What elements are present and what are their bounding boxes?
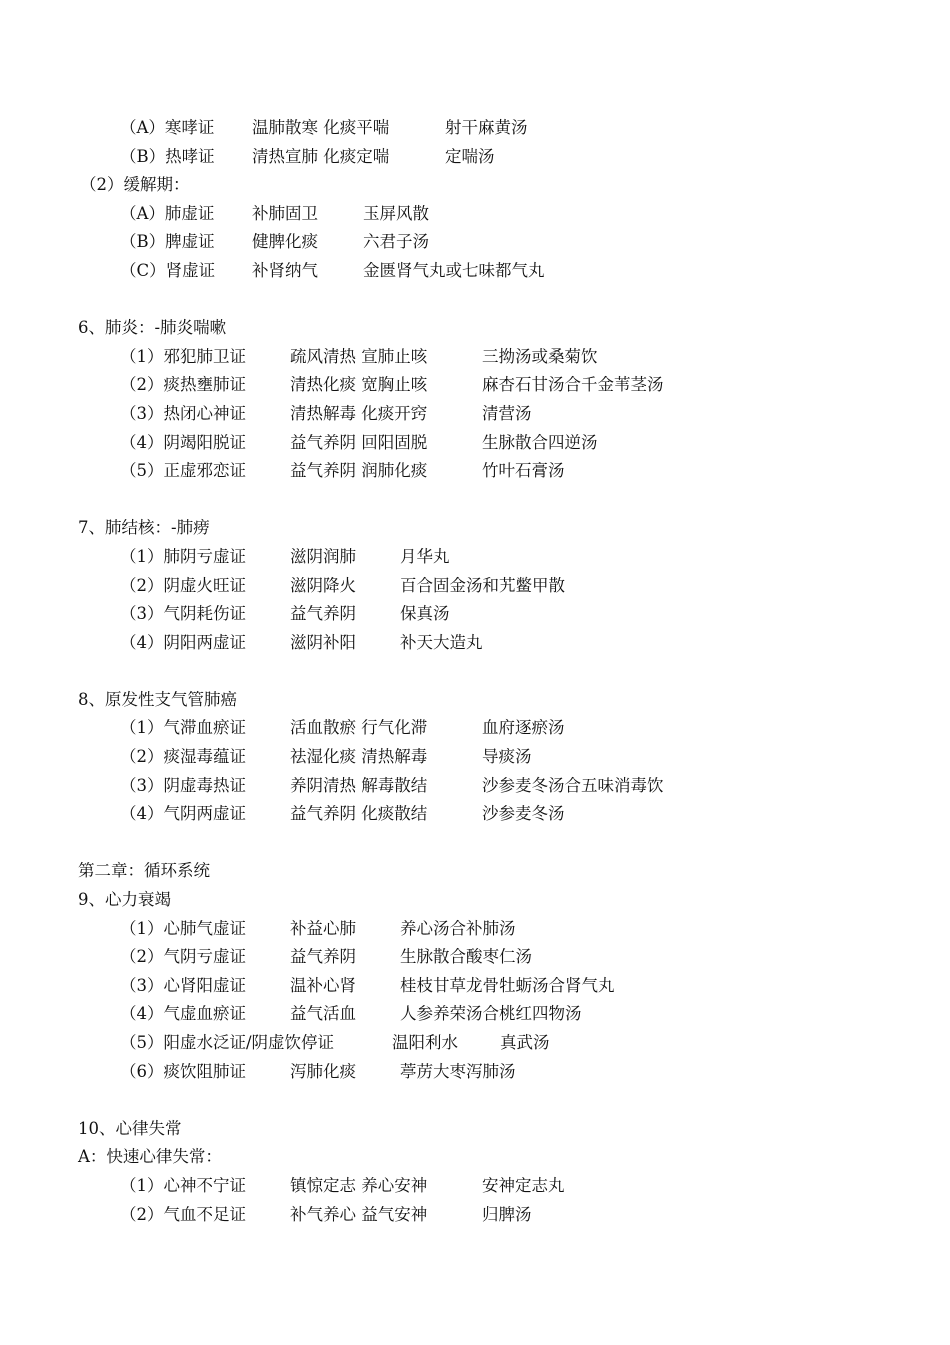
blank-line (0, 286, 950, 315)
formula-name: 百合固金汤和艽鳖甲散 (400, 575, 565, 595)
treatment-method: 温阳利水 (392, 1033, 458, 1052)
syndrome-name: （4）气阴两虚证 (120, 804, 246, 824)
syndrome-name: （2）气血不足证 (120, 1204, 246, 1224)
syndrome-name: （1）肺阴亏虚证 (120, 546, 246, 566)
syndrome-name: （1）心神不宁证 (120, 1175, 246, 1195)
heading-text: （2）缓解期： (80, 175, 190, 195)
blank-line (0, 657, 950, 686)
formula-name: 生脉散合酸枣仁汤 (400, 947, 532, 967)
formula-name: 沙参麦冬汤 (482, 804, 565, 824)
syndrome-name: （2）气阴亏虚证 (120, 947, 246, 967)
treatment-method: 益气养阴 回阳固脱 (290, 432, 428, 452)
syndrome-name: （A）肺虚证 (120, 203, 215, 223)
treatment-method: 活血散瘀 行气化滞 (290, 718, 428, 738)
treatment-method: 补肾纳气 (252, 260, 318, 280)
prescription-row (0, 543, 950, 572)
prescription-row (0, 915, 950, 944)
prescription-row (0, 772, 950, 801)
heading-text: 9、心力衰竭 (78, 890, 171, 910)
formula-name: 沙参麦冬汤合五味消毒饮 (482, 775, 664, 795)
formula-name: 月华丸 (400, 546, 450, 566)
treatment-method: 镇惊定志 养心安神 (290, 1175, 428, 1195)
treatment-method: 滋阴降火 (290, 575, 356, 595)
treatment-method: 温肺散寒 化痰平喘 (252, 118, 390, 137)
prescription-row (0, 114, 950, 143)
formula-name: 金匮肾气丸或七味都气丸 (363, 260, 545, 280)
syndrome-name: （4）阴阳两虚证 (120, 632, 246, 652)
treatment-method: 补气养心 益气安神 (290, 1204, 428, 1224)
prescription-row (0, 714, 950, 743)
syndrome-name: （2）阴虚火旺证 (120, 575, 246, 595)
syndrome-name: （1）心肺气虚证 (120, 918, 246, 938)
treatment-method: 益气养阴 (290, 947, 356, 967)
formula-name: 保真汤 (400, 604, 450, 624)
syndrome-name: （3）阴虚毒热证 (120, 775, 246, 795)
heading-text: 7、肺结核：-肺痨 (78, 518, 210, 538)
formula-name: 清营汤 (482, 403, 532, 423)
section-heading (0, 1115, 950, 1144)
prescription-row (0, 572, 950, 601)
prescription-row (0, 800, 950, 829)
prescription-row (0, 1058, 950, 1087)
syndrome-name: （4）气虚血瘀证 (120, 1004, 246, 1024)
syndrome-name: （B）热哮证 (120, 146, 215, 166)
syndrome-name: （1）气滞血瘀证 (120, 718, 246, 738)
syndrome-name: （A）寒哮证 (120, 118, 215, 137)
treatment-method: 健脾化痰 (252, 232, 318, 252)
treatment-method: 温补心肾 (290, 975, 356, 995)
syndrome-name: （B）脾虚证 (120, 232, 215, 252)
formula-name: 玉屏风散 (363, 203, 429, 223)
formula-name: 麻杏石甘汤合千金苇茎汤 (482, 375, 664, 395)
treatment-method: 疏风清热 宣肺止咳 (290, 346, 428, 366)
treatment-method: 滋阴补阳 (290, 632, 356, 652)
syndrome-name: （3）心肾阳虚证 (120, 975, 246, 995)
section-heading (0, 1143, 950, 1172)
section-heading (0, 857, 950, 886)
formula-name: 安神定志丸 (482, 1175, 565, 1195)
heading-text: A：快速心律失常： (78, 1147, 222, 1167)
formula-name: 血府逐瘀汤 (482, 718, 565, 738)
prescription-row (0, 1029, 950, 1058)
heading-text: 6、肺炎：-肺炎喘嗽 (78, 318, 227, 338)
formula-name: 生脉散合四逆汤 (482, 432, 598, 452)
section-heading (0, 171, 950, 200)
heading-text: 8、原发性支气管肺癌 (78, 689, 237, 709)
section-heading (0, 314, 950, 343)
prescription-row (0, 200, 950, 229)
syndrome-name: （3）热闭心神证 (120, 403, 246, 423)
syndrome-name: （4）阴竭阳脱证 (120, 432, 246, 452)
prescription-row (0, 228, 950, 257)
treatment-method: 清热解毒 化痰开窍 (290, 403, 428, 423)
prescription-row (0, 1201, 950, 1230)
heading-text: 10、心律失常 (78, 1118, 182, 1138)
syndrome-name: （5）正虚邪恋证 (120, 461, 246, 481)
section-heading (0, 886, 950, 915)
formula-name: 竹叶石膏汤 (482, 461, 565, 481)
prescription-row (0, 600, 950, 629)
formula-name: 归脾汤 (482, 1204, 532, 1224)
formula-name: 三拗汤或桑菊饮 (482, 346, 598, 366)
treatment-method: 补益心肺 (290, 918, 356, 938)
prescription-row (0, 743, 950, 772)
prescription-row (0, 371, 950, 400)
heading-text: 第二章：循环系统 (78, 861, 210, 881)
treatment-method: 益气养阴 化痰散结 (290, 804, 428, 824)
prescription-row (0, 629, 950, 658)
prescription-row (0, 257, 950, 286)
prescription-row (0, 1000, 950, 1029)
syndrome-name: （3）气阴耗伤证 (120, 604, 246, 624)
treatment-method: 益气活血 (290, 1004, 356, 1024)
prescription-row (0, 429, 950, 458)
document-body (0, 114, 950, 1229)
syndrome-name: （6）痰饮阻肺证 (120, 1061, 246, 1081)
blank-line (0, 1086, 950, 1115)
prescription-row (0, 1172, 950, 1201)
treatment-method: 祛湿化痰 清热解毒 (290, 747, 428, 767)
treatment-method: 养阴清热 解毒散结 (290, 775, 428, 795)
treatment-method: 益气养阴 (290, 604, 356, 624)
formula-name: 人参养荣汤合桃红四物汤 (400, 1004, 582, 1024)
treatment-method: 清热化痰 宽胸止咳 (290, 375, 428, 395)
prescription-row (0, 943, 950, 972)
prescription-row (0, 972, 950, 1001)
section-heading (0, 686, 950, 715)
syndrome-name: （1）邪犯肺卫证 (120, 346, 246, 366)
treatment-method: 滋阴润肺 (290, 546, 356, 566)
formula-name: 射干麻黄汤 (445, 118, 528, 137)
formula-name: 导痰汤 (482, 747, 532, 767)
syndrome-name: （5）阳虚水泛证/阴虚饮停证 (120, 1033, 335, 1052)
prescription-row (0, 400, 950, 429)
formula-name: 定喘汤 (445, 146, 495, 166)
formula-name: 养心汤合补肺汤 (400, 918, 516, 938)
prescription-row (0, 143, 950, 172)
formula-name: 桂枝甘草龙骨牡蛎汤合肾气丸 (400, 975, 615, 995)
section-heading (0, 514, 950, 543)
syndrome-name: （C）肾虚证 (120, 260, 216, 280)
blank-line (0, 486, 950, 515)
formula-name: 葶苈大枣泻肺汤 (400, 1061, 516, 1081)
blank-line (0, 829, 950, 858)
treatment-method: 补肺固卫 (252, 203, 318, 223)
formula-name: 补天大造丸 (400, 632, 483, 652)
prescription-row (0, 343, 950, 372)
formula-name: 六君子汤 (363, 232, 429, 252)
syndrome-name: （2）痰湿毒蕴证 (120, 747, 246, 767)
treatment-method: 泻肺化痰 (290, 1061, 356, 1081)
syndrome-name: （2）痰热壅肺证 (120, 375, 246, 395)
prescription-row (0, 457, 950, 486)
formula-name: 真武汤 (500, 1033, 550, 1052)
treatment-method: 清热宣肺 化痰定喘 (252, 146, 390, 166)
treatment-method: 益气养阴 润肺化痰 (290, 461, 428, 481)
